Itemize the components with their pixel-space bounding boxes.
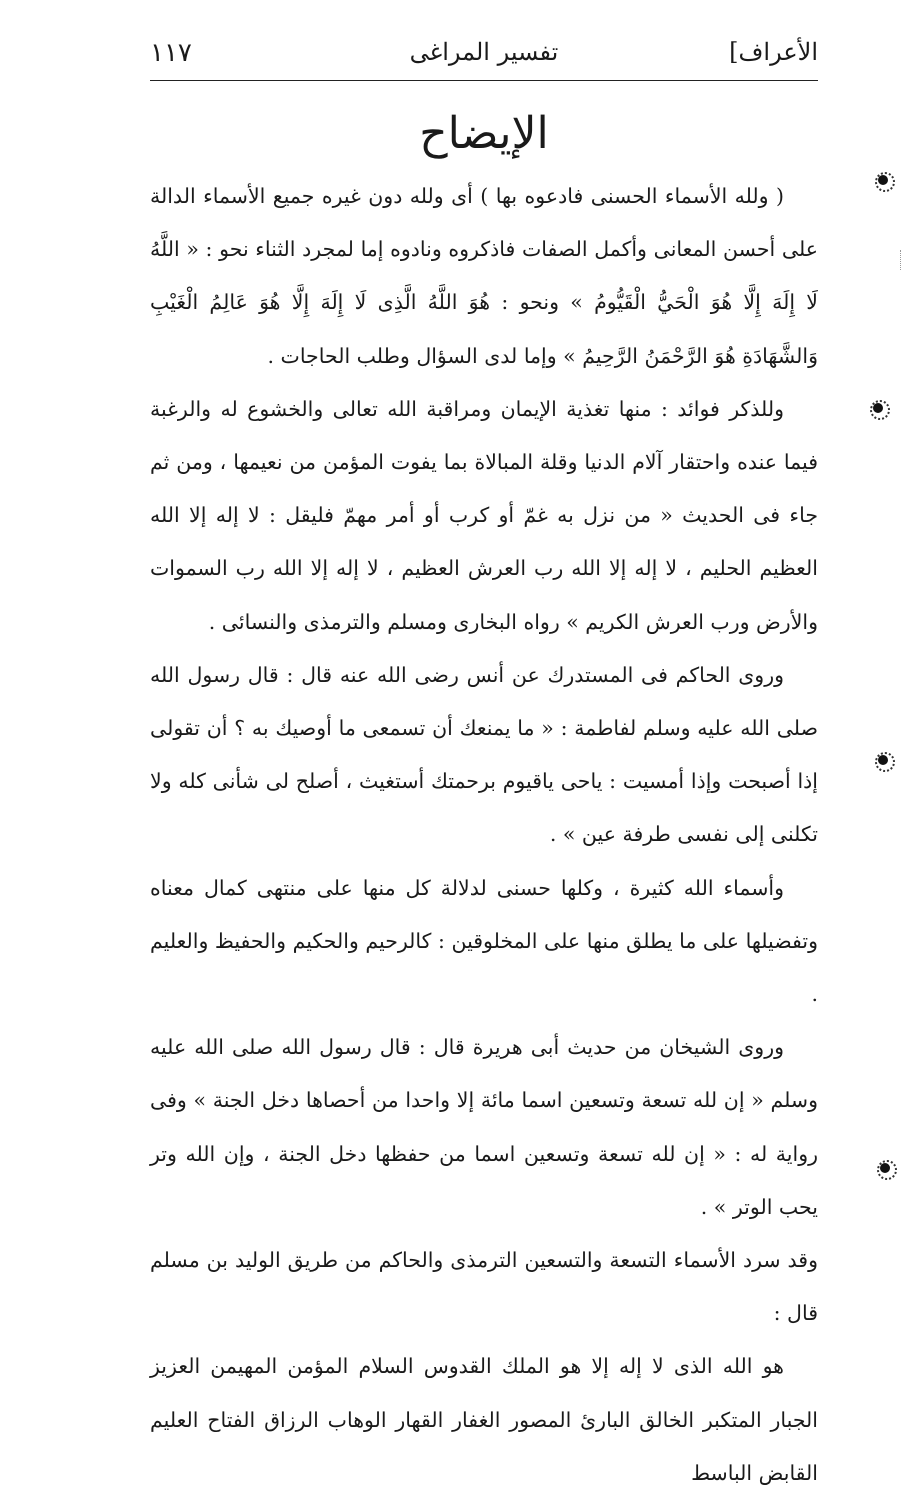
margin-ornament [878,755,888,765]
paragraph-verse-explanation: ( ولله الأسماء الحسنى فادعوه بها ) أى ولله دون غيره جميع الأسماء الدالة على أحسن المعانى وأكمل الصفات فاذكروه ونادوه إما لمجرد الثناء نحو : « اللَّهُ لَا إِلَهَ إِلَّا هُوَ الْحَيُّ الْقَيُّومُ » ونحو : هُوَ اللَّهُ الَّذِى لَا إِلَهَ إِلَّا هُوَ عَالِمُ الْغَيْبِ وَالشَّهَادَةِ هُوَ الرَّحْمَنُ الرَّحِيمُ » وإما لدى السؤال وطلب الحاجات . [150,184,818,368]
header-surah-name: الأعراف] [729,38,818,66]
page-number: ١١٧ [150,38,192,68]
paragraph-names-many: وأسماء الله كثيرة ، وكلها حسنى لدلالة كل منها على منتهى كمال معناه وتفضيلها على ما يطلق منها على المخلوقين : كالرحيم والحكيم والحفيظ والعليم . [150,875,818,1007]
margin-ornament [873,403,883,413]
paragraph-benefits-of-dhikr: وللذكر فوائد : منها تغذية الإيمان ومراقبة الله تعالى والخشوع له والرغبة فيما عنده واحتقار آلام الدنيا وقلة المبالاة بما يفوت المؤمن من نعيمها ، ومن ثم جاء فى الحديث « من نزل به غمّ أو كرب أو أمر مهمّ فليقل : لا إله إلا الله العظيم الحليم ، لا إله إلا الله رب العرش العظيم ، لا إله إلا الله رب السموات والأرض ورب العرش الكريم » رواه البخارى ومسلم والترمذى والنسائى . [150,396,818,634]
scan-speckle [900,250,904,270]
header-book-title: تفسير المراغى [409,38,559,66]
paragraph-names-listing-intro: وقد سرد الأسماء التسعة والتسعين الترمذى والحاكم من طريق الوليد بن مسلم قال : [150,1248,818,1326]
running-header [150,38,818,80]
header-bracket: ] [729,38,739,66]
body-text [150,170,818,1500]
paragraph-names-list: هو الله الذى لا إله إلا هو الملك القدوس السلام المؤمن المهيمن العزيز الجبار المتكبر الخالق البارئ المصور الغفار القهار الوهاب الرزاق الفتاح العليم القابض الباسط [150,1354,818,1485]
header-rule [150,80,818,81]
paragraph-shaykhan-narration: وروى الشيخان من حديث أبى هريرة قال : قال رسول الله صلى الله عليه وسلم « إن لله تسعة وتسعين اسما مائة إلا واحدا من أحصاها دخل الجنة » وفى رواية له : « إن لله تسعة وتسعين اسما من حفظها دخل الجنة ، وإن الله وتر يحب الوتر » . [150,1035,818,1219]
paragraph-hakim-narration: وروى الحاكم فى المستدرك عن أنس رضى الله عنه قال : قال رسول الله صلى الله عليه وسلم لفاطمة : « ما يمنعك أن تسمعى ما أوصيك به ؟ أن تقولى إذا أصبحت وإذا أمسيت : ياحى ياقيوم برحمتك أستغيث ، أصلح لى شأنى كله ولا تكلنى إلى نفسى طرفة عين » . [150,662,818,847]
margin-ornament [880,1163,890,1173]
section-title: الإيضاح [419,108,549,159]
margin-ornament [878,175,888,185]
